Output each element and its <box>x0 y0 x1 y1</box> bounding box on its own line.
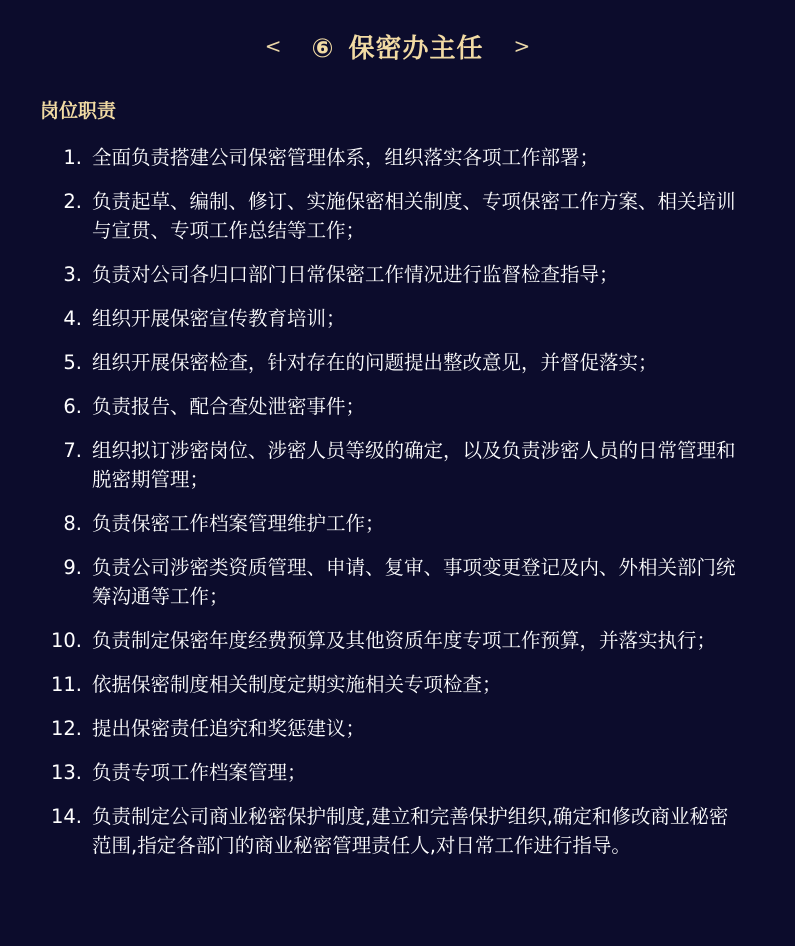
duty-text: 组织开展保密检查，针对存在的问题提出整改意见，并督促落实； <box>92 351 658 374</box>
duty-item <box>0 304 795 333</box>
duty-item <box>0 758 795 787</box>
duty-text: 负责保密工作档案管理维护工作； <box>92 512 385 535</box>
duty-item <box>0 802 795 860</box>
duty-number: 3. <box>63 263 82 286</box>
next-arrow-button[interactable]: > <box>513 34 531 58</box>
duty-item <box>0 714 795 743</box>
duty-text: 负责制定公司商业秘密保护制度,建立和完善保护组织,确定和修改商业秘密范围,指定各部门的商业秘密管理责任人,对日常工作进行指导。 <box>92 805 729 857</box>
duty-number: 5. <box>63 351 82 374</box>
duty-number: 1. <box>63 146 82 169</box>
duty-text: 依据保密制度相关制度定期实施相关专项检查； <box>92 673 502 696</box>
duty-text: 负责起草、编制、修订、实施保密相关制度、专项保密工作方案、相关培训与宣贯、专项工作总结等工作； <box>92 190 736 242</box>
page-title <box>311 28 483 65</box>
prev-arrow-button[interactable]: < <box>264 34 282 58</box>
duty-item <box>0 348 795 377</box>
duty-number: 6. <box>63 395 82 418</box>
duty-item <box>0 187 795 245</box>
duty-number: 9. <box>63 556 82 579</box>
duty-number: 4. <box>63 307 82 330</box>
title-circled-number: ⑥ <box>311 33 335 64</box>
duty-item <box>0 553 795 611</box>
duty-number: 10. <box>50 629 82 652</box>
duty-item <box>0 143 795 172</box>
duty-text: 提出保密责任追究和奖惩建议； <box>92 717 366 740</box>
header <box>0 26 795 66</box>
duty-number: 14. <box>50 805 82 828</box>
duty-number: 11. <box>50 673 82 696</box>
duty-item <box>0 260 795 289</box>
duty-list <box>0 143 795 875</box>
duty-text: 组织拟订涉密岗位、涉密人员等级的确定，以及负责涉密人员的日常管理和脱密期管理； <box>92 439 736 491</box>
duty-item <box>0 626 795 655</box>
duty-item <box>0 509 795 538</box>
duty-number: 7. <box>63 439 82 462</box>
duty-text: 全面负责搭建公司保密管理体系，组织落实各项工作部署； <box>92 146 600 169</box>
duty-text: 组织开展保密宣传教育培训； <box>92 307 346 330</box>
section-label: 岗位职责 <box>40 100 117 122</box>
duty-text: 负责制定保密年度经费预算及其他资质年度专项工作预算，并落实执行； <box>92 629 717 652</box>
duty-text: 负责专项工作档案管理； <box>92 761 307 784</box>
duty-text: 负责公司涉密类资质管理、申请、复审、事项变更登记及内、外相关部门统筹沟通等工作； <box>92 556 736 608</box>
duty-number: 2. <box>63 190 82 213</box>
title-text: 保密办主任 <box>348 33 484 64</box>
duty-number: 8. <box>63 512 82 535</box>
duty-item <box>0 670 795 699</box>
duty-item <box>0 436 795 494</box>
duty-item <box>0 392 795 421</box>
duty-number: 12. <box>50 717 82 740</box>
duty-number: 13. <box>50 761 82 784</box>
duty-text: 负责对公司各归口部门日常保密工作情况进行监督检查指导； <box>92 263 619 286</box>
duty-text: 负责报告、配合查处泄密事件； <box>92 395 366 418</box>
